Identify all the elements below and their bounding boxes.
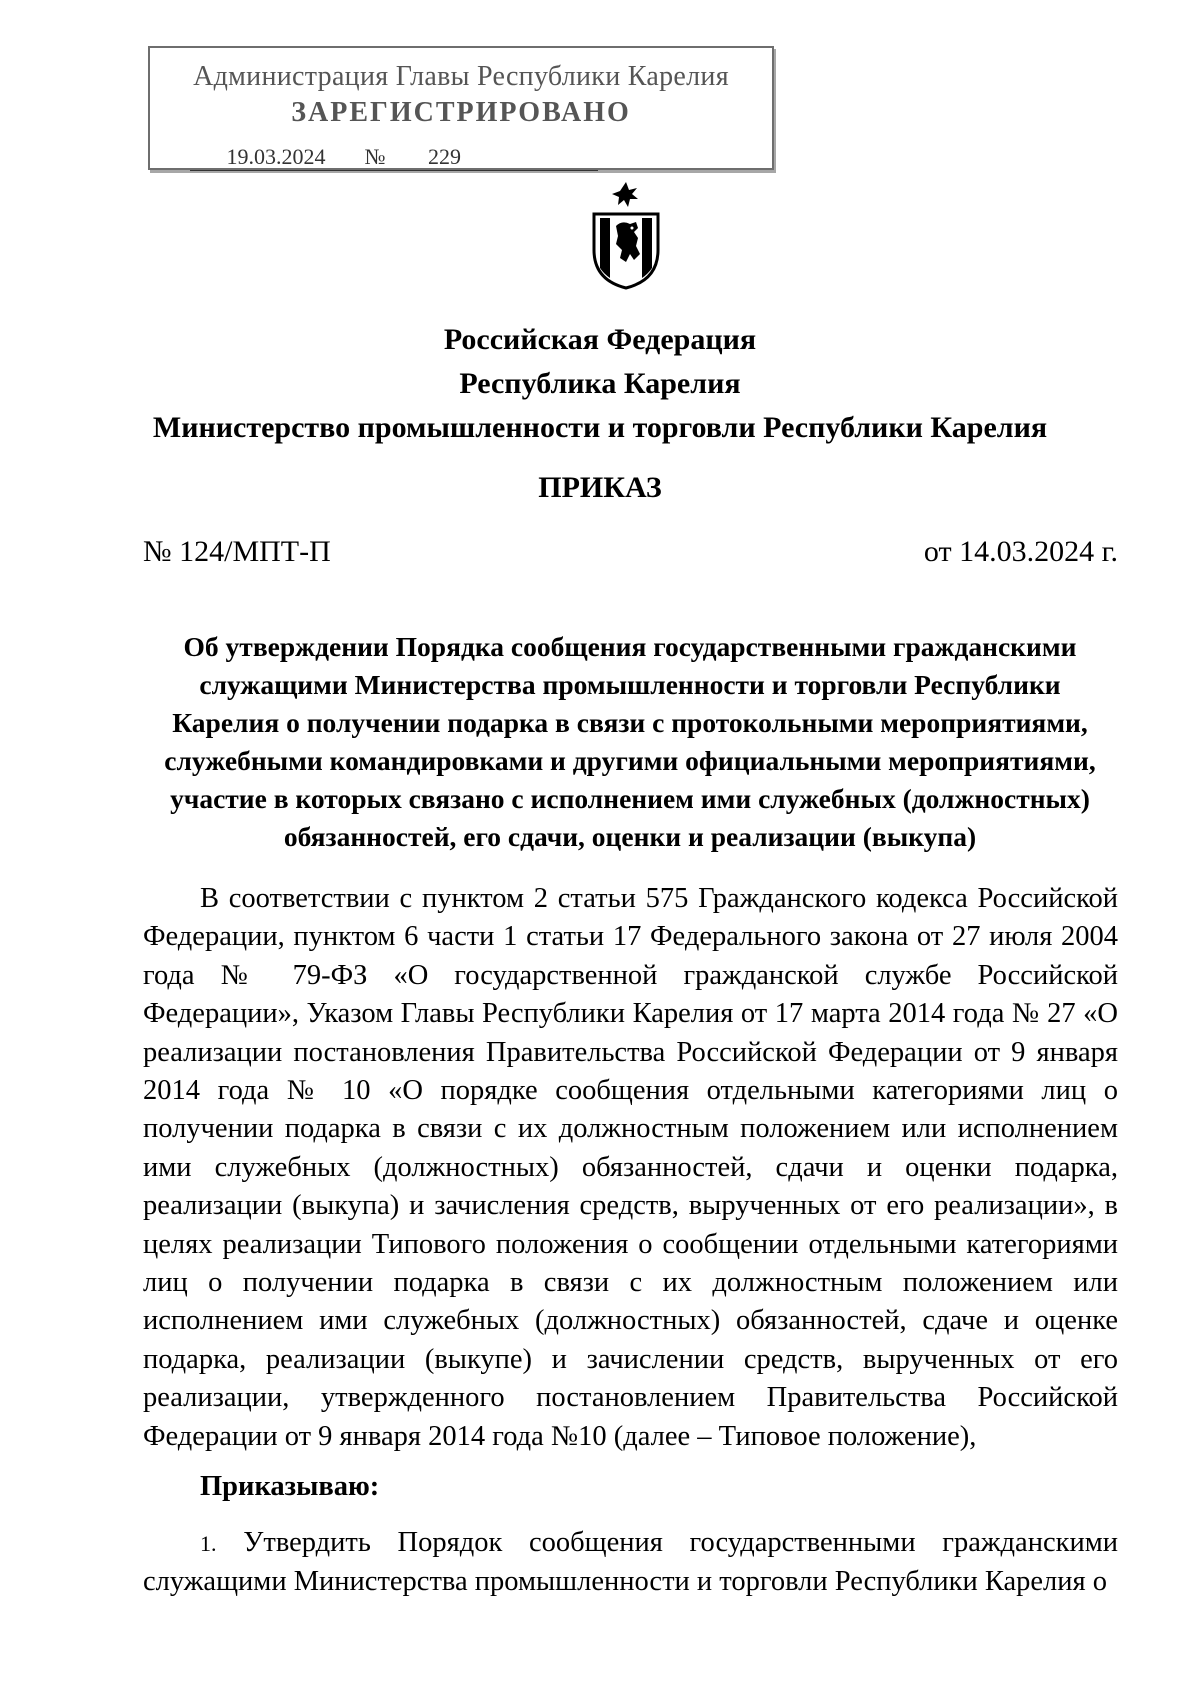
stamp-status: ЗАРЕГИСТРИРОВАНО <box>291 97 631 128</box>
registration-stamp <box>148 46 774 170</box>
header-ministry: Министерство промышленности и торговли Республики Карелия <box>152 411 1048 444</box>
document-type: ПРИКАЗ <box>538 471 662 504</box>
stamp-number: 229 <box>388 144 598 171</box>
karelia-coat-of-arms-icon <box>586 180 666 292</box>
stamp-registration-line <box>190 144 598 171</box>
order-subject: Об утверждении Порядка сообщения государственными гражданскими служащими Министерства промышленности и торговли Республики Карелия о получении подарка в связи с протокольными мероприятиями, служебными командировками и другими официальными мероприятиями, участие в которых связано с исполнением ими служебных (должностных) обязанностей, его сдачи, оценки и реализации (выкупа) <box>164 631 1096 852</box>
header-country: Российская Федерация <box>443 323 757 356</box>
order-number: № 124/МПТ-П <box>143 535 331 568</box>
order-item-1 <box>143 1524 1118 1602</box>
stamp-date: 19.03.2024 <box>190 144 362 171</box>
preamble-paragraph: В соответствии с пунктом 2 статьи 575 Гражданского кодекса Российской Федерации, пунктом 6 части 1 статьи 17 Федерального закона от 27 июля 2004 года № 79-ФЗ «О государственной гражданской службе Российской Федерации», Указом Главы Республики Карелия от 17 марта 2014 года № 27 «О реализации постановления Правительства Российской Федерации от 9 января 2014 года № 10 «О порядке сообщения отдельными категориями лиц о получении подарка в связи с их должностным положением или исполнением ими служебных (должностных) обязанностей, сдачи и оценки подарка, реализации (выкупа) и зачисления средств, вырученных от его реализации», в целях реализации Типового положения о сообщении отдельными категориями лиц о получении подарка в связи с их должностным положением или исполнением ими служебных (должностных) обязанностей, сдаче и оценке подарка, реализации (выкупе) и зачислении средств, вырученных от его реализации, утвержденного постановлением Правительства Российской Федерации от 9 января 2014 года №10 (далее – Типовое положение), <box>143 883 1118 1452</box>
stamp-organization: Администрация Главы Республики Карелия <box>193 61 729 92</box>
order-item-1-text: Утвердить Порядок сообщения государственными гражданскими служащими Министерства промышленности и торговли Республики Карелия о <box>143 1527 1118 1598</box>
order-word: Приказываю: <box>200 1471 380 1502</box>
stamp-number-sign: № <box>362 144 388 171</box>
order-date: от 14.03.2024 г. <box>923 535 1118 568</box>
header-republic: Республика Карелия <box>459 367 741 400</box>
order-item-1-number: 1. <box>200 1531 217 1556</box>
